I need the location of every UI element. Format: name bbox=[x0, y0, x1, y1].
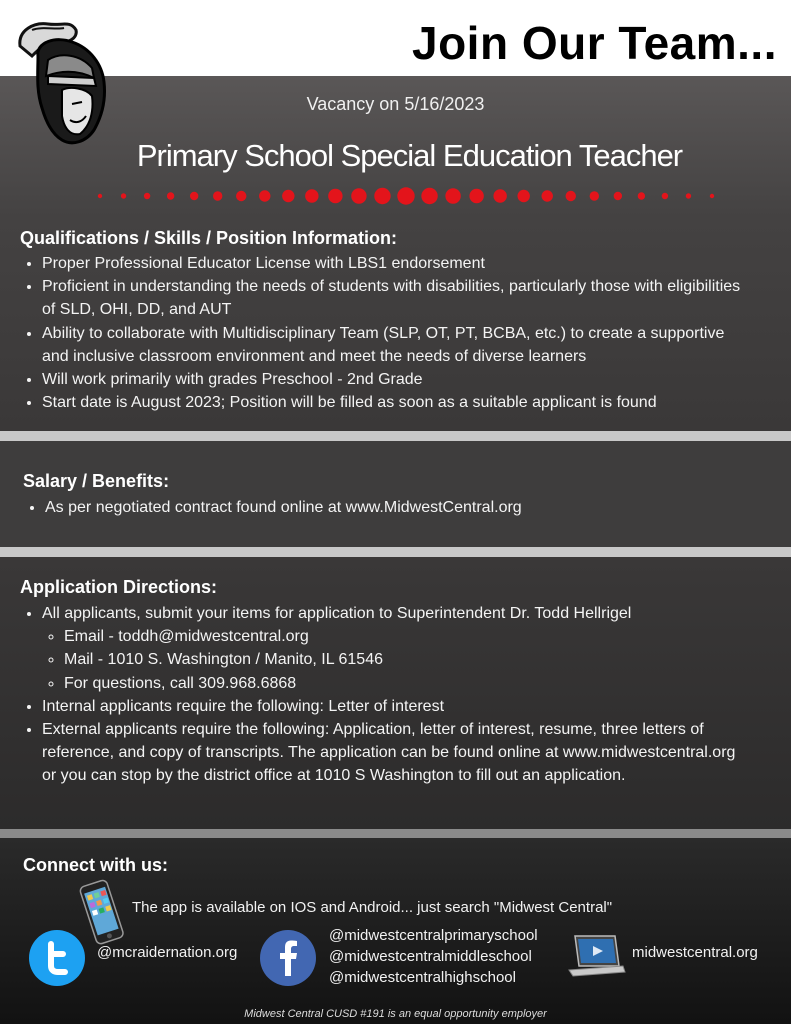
email-item: ◦ Email - toddh@midwestcentral.org bbox=[64, 625, 752, 648]
salary-heading: Salary / Benefits: bbox=[23, 471, 170, 491]
decorative-dot bbox=[397, 187, 414, 204]
list-item: • Ability to collaborate with Multidisciplinary Team (SLP, OT, PT, BCBA, etc.) to create a supportive and inclusive classroom environment and meet the needs of diverse learners bbox=[42, 322, 742, 368]
phone-item: ◦ For questions, call 309.968.6868 bbox=[64, 672, 752, 695]
decorative-dot bbox=[662, 193, 668, 199]
decorative-dot bbox=[374, 188, 390, 204]
page-title: Join Our Team... bbox=[412, 17, 777, 69]
vacancy-date: Vacancy on 5/16/2023 bbox=[306, 94, 485, 114]
twitter-icon[interactable] bbox=[29, 930, 85, 986]
connect-heading: Connect with us: bbox=[23, 855, 168, 875]
decorative-dot bbox=[566, 191, 576, 201]
application-heading: Application Directions: bbox=[20, 577, 218, 597]
header-bar bbox=[0, 0, 791, 76]
decorative-dot bbox=[710, 194, 714, 198]
decorative-dot bbox=[305, 189, 318, 202]
qualifications-heading: Qualifications / Skills / Position Information: bbox=[20, 228, 398, 248]
decorative-dot bbox=[493, 189, 506, 202]
laptop-icon bbox=[565, 932, 627, 982]
decorative-dot bbox=[469, 189, 483, 203]
facebook-handle-primary[interactable]: @midwestcentralprimaryschool bbox=[329, 927, 538, 944]
contact-sublist bbox=[42, 625, 752, 695]
decorative-dot bbox=[144, 193, 150, 199]
list-item: • Proficient in understanding the needs of students with disabilities, particularly those with eligibilities of SLD, OHI, DD, and AUT bbox=[42, 275, 742, 321]
salary-section bbox=[0, 441, 791, 547]
application-intro: All applicants, submit your items for application to Superintendent Dr. Todd Hellrigel bbox=[42, 605, 632, 622]
divider bbox=[0, 431, 791, 441]
app-availability: The app is available on IOS and Android... just search "Midwest Central" bbox=[132, 899, 613, 916]
list-item: • Internal applicants require the following: Letter of interest bbox=[42, 695, 752, 718]
list-item: • External applicants require the following: Application, letter of interest, resume, three letters of reference, and copy of transcripts. The application can be found online at www.midwestcentral.org or you can stop by the district office at 1010 S Washington to fill out an application. bbox=[42, 718, 752, 788]
decorative-dots bbox=[96, 185, 716, 207]
facebook-handle-high[interactable]: @midwestcentralhighschool bbox=[329, 969, 516, 986]
decorative-dot bbox=[590, 191, 599, 200]
decorative-dot bbox=[121, 193, 126, 198]
eoe-statement: Midwest Central CUSD #191 is an equal opportunity employer bbox=[244, 1008, 547, 1020]
decorative-dot bbox=[638, 192, 645, 199]
list-item: • As per negotiated contract found online at www.MidwestCentral.org bbox=[45, 496, 745, 519]
decorative-dot bbox=[328, 189, 342, 203]
list-item: • Proper Professional Educator License with LBS1 endorsement bbox=[42, 252, 742, 275]
job-title: Primary School Special Education Teacher bbox=[136, 138, 683, 173]
decorative-dot bbox=[190, 192, 198, 200]
twitter-handle[interactable]: @mcraidernation.org bbox=[97, 944, 238, 961]
decorative-dot bbox=[259, 190, 270, 201]
decorative-dot bbox=[213, 191, 222, 200]
divider bbox=[0, 547, 791, 557]
decorative-dot bbox=[614, 192, 622, 200]
list-item: • Start date is August 2023; Position will be filled as soon as a suitable applicant is found bbox=[42, 391, 742, 414]
application-list bbox=[20, 602, 752, 788]
list-item: • Will work primarily with grades Preschool - 2nd Grade bbox=[42, 368, 742, 391]
facebook-handle-middle[interactable]: @midwestcentralmiddleschool bbox=[329, 948, 532, 965]
decorative-dot bbox=[351, 188, 366, 203]
decorative-dot bbox=[236, 191, 246, 201]
divider bbox=[0, 829, 791, 838]
decorative-dot bbox=[421, 188, 437, 204]
decorative-dot bbox=[517, 190, 529, 202]
qualifications-list bbox=[20, 252, 742, 414]
list-item bbox=[42, 602, 752, 695]
decorative-dot bbox=[98, 194, 102, 198]
decorative-dot bbox=[686, 193, 691, 198]
decorative-dot bbox=[445, 188, 460, 203]
decorative-dot bbox=[282, 190, 294, 202]
decorative-dot bbox=[167, 192, 174, 199]
decorative-dot bbox=[542, 190, 553, 201]
knight-mascot-icon bbox=[12, 16, 112, 148]
facebook-icon[interactable] bbox=[260, 930, 316, 986]
mail-item: ◦ Mail - 1010 S. Washington / Manito, IL 61546 bbox=[64, 648, 752, 671]
salary-list bbox=[23, 496, 745, 519]
website-link[interactable]: midwestcentral.org bbox=[632, 944, 758, 961]
